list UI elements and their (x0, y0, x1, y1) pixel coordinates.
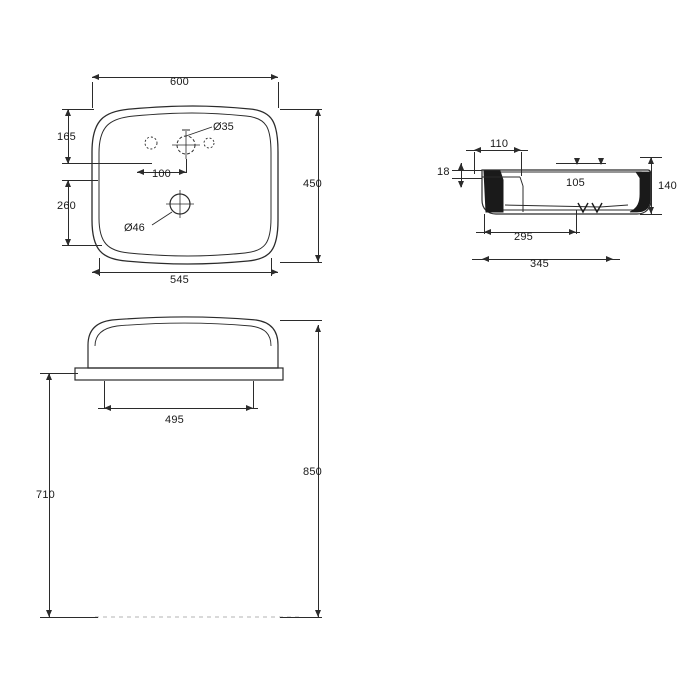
arrow-260-bottom (65, 239, 71, 246)
dim-260: 260 (57, 200, 76, 212)
arrow-450-bottom (315, 255, 321, 262)
dim-295: 295 (514, 231, 533, 243)
arrow-545-right (271, 269, 278, 275)
arrow-18-top (458, 163, 464, 170)
arrow-260-top (65, 180, 71, 187)
arrow-295-right (569, 229, 576, 235)
dim-line-495 (98, 408, 258, 409)
arrow-110-left (474, 147, 481, 153)
arrow-105-right (598, 158, 604, 165)
arrow-345-left (482, 256, 489, 262)
arrow-600-right (271, 74, 278, 80)
arrow-495-left (104, 405, 111, 411)
dim-100: 100 (152, 168, 171, 180)
dim-110: 110 (490, 138, 509, 150)
dim-600: 600 (170, 76, 189, 88)
ext-line-100-right (186, 159, 187, 173)
ext-line-110-right (521, 152, 522, 176)
dim-345: 345 (530, 258, 549, 270)
dim-165: 165 (57, 131, 76, 143)
arrow-545-left (92, 269, 99, 275)
arrow-600-left (92, 74, 99, 80)
arrow-140-bottom (648, 207, 654, 214)
arrow-105-left (574, 158, 580, 165)
dim-450: 450 (303, 178, 322, 190)
dim-710: 710 (36, 489, 55, 501)
ext-line-165-bottom (62, 163, 152, 164)
dim-105: 105 (566, 177, 585, 189)
ext-line-495-right (253, 381, 254, 409)
front-view-geometry (75, 317, 300, 617)
dim-140: 140 (658, 180, 677, 192)
ext-line-710-bottom (40, 617, 98, 618)
ext-line-545-left (99, 258, 100, 276)
arrow-100-left (137, 169, 144, 175)
arrow-295-left (484, 229, 491, 235)
label-tap-hole-diameter: Ø35 (213, 121, 234, 133)
ext-line-140-bottom (640, 214, 662, 215)
dim-545: 545 (170, 274, 189, 286)
arrow-850-bottom (315, 610, 321, 617)
arrow-850-top (315, 325, 321, 332)
dim-850: 850 (303, 466, 322, 478)
dim-18: 18 (437, 166, 450, 178)
ext-line-18-top (452, 170, 482, 171)
arrow-450-top (315, 109, 321, 116)
dim-line-260 (68, 180, 69, 245)
ext-line-top-left (92, 82, 93, 108)
ext-line-450-bottom (280, 262, 322, 263)
ext-line-850-top (280, 320, 322, 321)
arrow-110-right (514, 147, 521, 153)
dim-495: 495 (165, 414, 184, 426)
arrow-345-right (606, 256, 613, 262)
ext-line-18-bottom (452, 178, 482, 179)
dim-line-140 (651, 157, 652, 214)
ext-line-850-bottom (280, 617, 322, 618)
ext-line-295-right (576, 210, 577, 234)
arrow-140-top (648, 157, 654, 164)
arrow-165-top (65, 109, 71, 116)
label-waste-hole-diameter: Ø46 (124, 222, 145, 234)
arrow-495-right (246, 405, 253, 411)
arrow-165-bottom (65, 157, 71, 164)
dim-line-545 (92, 272, 278, 273)
ext-line-top-right (278, 82, 279, 108)
arrow-18-bottom (458, 181, 464, 188)
arrow-710-top (46, 373, 52, 380)
arrow-100-right (179, 169, 186, 175)
top-view-geometry (92, 106, 278, 264)
arrow-710-bottom (46, 610, 52, 617)
